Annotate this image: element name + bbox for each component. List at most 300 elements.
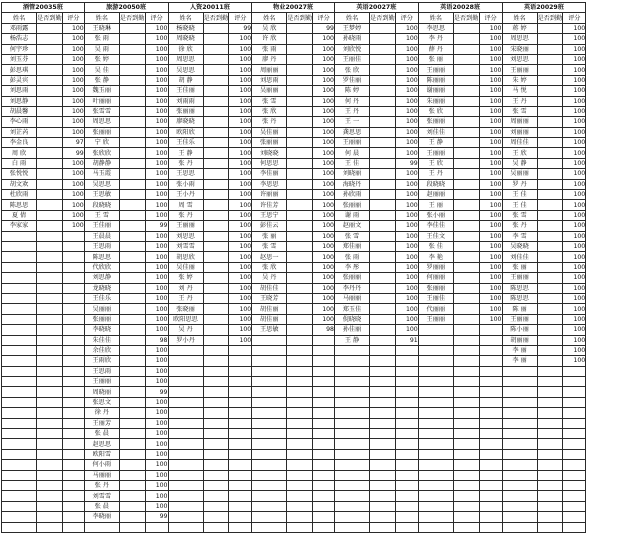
student-name-cell[interactable]: 何 晨 bbox=[335, 148, 370, 158]
attendance-cell[interactable] bbox=[453, 522, 479, 532]
attendance-cell[interactable] bbox=[537, 283, 563, 293]
attendance-cell[interactable] bbox=[537, 439, 563, 449]
attendance-cell[interactable] bbox=[287, 491, 313, 501]
score-cell[interactable] bbox=[62, 366, 84, 376]
student-name-cell[interactable]: 宋晓丽 bbox=[502, 44, 537, 54]
attendance-cell[interactable] bbox=[537, 231, 563, 241]
score-cell[interactable]: 100 bbox=[145, 148, 168, 158]
attendance-cell[interactable] bbox=[287, 190, 313, 200]
student-name-cell[interactable]: 许佳芳 bbox=[252, 200, 287, 210]
attendance-cell[interactable] bbox=[537, 65, 563, 75]
student-name-cell[interactable]: 许 欣 bbox=[252, 34, 287, 44]
attendance-cell[interactable] bbox=[203, 23, 229, 33]
student-name-cell[interactable]: 王丽丽 bbox=[418, 314, 453, 324]
student-name-cell[interactable]: 李 彤 bbox=[335, 262, 370, 272]
score-cell[interactable]: 100 bbox=[395, 169, 418, 179]
header-name[interactable]: 姓名 bbox=[84, 13, 119, 23]
attendance-cell[interactable] bbox=[287, 345, 313, 355]
student-name-cell[interactable]: 马玉霞 bbox=[84, 169, 119, 179]
student-name-cell[interactable]: 张丽丽 bbox=[84, 127, 119, 137]
score-cell[interactable]: 99 bbox=[313, 23, 335, 33]
score-cell[interactable]: 100 bbox=[229, 127, 252, 137]
student-name-cell[interactable]: 罗佳丽 bbox=[335, 75, 370, 85]
student-name-cell[interactable] bbox=[335, 408, 370, 418]
class-title[interactable]: 酒管20035班 bbox=[2, 3, 85, 13]
attendance-cell[interactable] bbox=[119, 356, 145, 366]
attendance-cell[interactable] bbox=[203, 335, 229, 345]
attendance-cell[interactable] bbox=[203, 304, 229, 314]
score-cell[interactable]: 100 bbox=[145, 54, 168, 64]
attendance-cell[interactable] bbox=[370, 75, 396, 85]
student-name-cell[interactable]: 张 雪 bbox=[502, 210, 537, 220]
attendance-cell[interactable] bbox=[37, 34, 63, 44]
attendance-cell[interactable] bbox=[453, 512, 479, 522]
student-name-cell[interactable]: 余佳欣 bbox=[84, 345, 119, 355]
attendance-cell[interactable] bbox=[537, 512, 563, 522]
attendance-cell[interactable] bbox=[287, 106, 313, 116]
student-name-cell[interactable]: 张 雪 bbox=[335, 231, 370, 241]
attendance-cell[interactable] bbox=[537, 241, 563, 251]
student-name-cell[interactable]: 陈思思 bbox=[502, 283, 537, 293]
score-cell[interactable]: 100 bbox=[479, 127, 502, 137]
score-cell[interactable] bbox=[395, 460, 418, 470]
score-cell[interactable]: 100 bbox=[145, 480, 168, 490]
attendance-cell[interactable] bbox=[287, 210, 313, 220]
attendance-cell[interactable] bbox=[119, 252, 145, 262]
attendance-cell[interactable] bbox=[453, 106, 479, 116]
score-cell[interactable] bbox=[62, 325, 84, 335]
student-name-cell[interactable]: 罗小丹 bbox=[168, 335, 203, 345]
student-name-cell[interactable] bbox=[84, 522, 119, 532]
student-name-cell[interactable]: 吴佳丽 bbox=[252, 127, 287, 137]
attendance-cell[interactable] bbox=[203, 366, 229, 376]
student-name-cell[interactable]: 张 丹 bbox=[168, 158, 203, 168]
attendance-cell[interactable] bbox=[537, 138, 563, 148]
score-cell[interactable] bbox=[395, 387, 418, 397]
student-name-cell[interactable] bbox=[168, 449, 203, 459]
score-cell[interactable] bbox=[229, 522, 252, 532]
score-cell[interactable] bbox=[563, 449, 586, 459]
attendance-cell[interactable] bbox=[119, 34, 145, 44]
score-cell[interactable]: 100 bbox=[229, 106, 252, 116]
score-cell[interactable]: 100 bbox=[479, 138, 502, 148]
attendance-cell[interactable] bbox=[37, 252, 63, 262]
score-cell[interactable]: 100 bbox=[145, 210, 168, 220]
student-name-cell[interactable] bbox=[2, 470, 37, 480]
student-name-cell[interactable]: 张 静 bbox=[84, 75, 119, 85]
student-name-cell[interactable]: 宁 欣 bbox=[84, 138, 119, 148]
student-name-cell[interactable]: 周丽丽 bbox=[502, 117, 537, 127]
attendance-cell[interactable] bbox=[370, 356, 396, 366]
attendance-cell[interactable] bbox=[119, 106, 145, 116]
attendance-cell[interactable] bbox=[287, 480, 313, 490]
attendance-cell[interactable] bbox=[203, 325, 229, 335]
attendance-cell[interactable] bbox=[453, 54, 479, 64]
attendance-cell[interactable] bbox=[453, 377, 479, 387]
score-cell[interactable] bbox=[62, 293, 84, 303]
score-cell[interactable]: 100 bbox=[479, 200, 502, 210]
score-cell[interactable] bbox=[395, 491, 418, 501]
score-cell[interactable]: 100 bbox=[479, 65, 502, 75]
attendance-cell[interactable] bbox=[537, 158, 563, 168]
attendance-cell[interactable] bbox=[119, 377, 145, 387]
score-cell[interactable] bbox=[62, 252, 84, 262]
attendance-cell[interactable] bbox=[370, 501, 396, 511]
student-name-cell[interactable]: 李 丽 bbox=[502, 345, 537, 355]
attendance-cell[interactable] bbox=[453, 429, 479, 439]
score-cell[interactable] bbox=[313, 470, 335, 480]
student-name-cell[interactable]: 王丽芳 bbox=[84, 418, 119, 428]
score-cell[interactable]: 100 bbox=[563, 86, 586, 96]
score-cell[interactable] bbox=[313, 522, 335, 532]
student-name-cell[interactable]: 吴 欣 bbox=[252, 23, 287, 33]
student-name-cell[interactable]: 王 静 bbox=[418, 138, 453, 148]
attendance-cell[interactable] bbox=[453, 190, 479, 200]
attendance-cell[interactable] bbox=[203, 449, 229, 459]
score-cell[interactable]: 100 bbox=[563, 179, 586, 189]
score-cell[interactable] bbox=[313, 397, 335, 407]
score-cell[interactable]: 100 bbox=[145, 34, 168, 44]
score-cell[interactable] bbox=[62, 335, 84, 345]
attendance-cell[interactable] bbox=[37, 127, 63, 137]
attendance-cell[interactable] bbox=[119, 148, 145, 158]
score-cell[interactable] bbox=[313, 449, 335, 459]
score-cell[interactable]: 100 bbox=[229, 117, 252, 127]
attendance-cell[interactable] bbox=[370, 429, 396, 439]
score-cell[interactable] bbox=[395, 439, 418, 449]
student-name-cell[interactable]: 张小丽 bbox=[418, 210, 453, 220]
attendance-cell[interactable] bbox=[203, 169, 229, 179]
attendance-cell[interactable] bbox=[287, 54, 313, 64]
student-name-cell[interactable]: 刘丽丽 bbox=[502, 127, 537, 137]
student-name-cell[interactable]: 罗丽丽 bbox=[418, 262, 453, 272]
score-cell[interactable] bbox=[62, 439, 84, 449]
score-cell[interactable] bbox=[395, 397, 418, 407]
attendance-cell[interactable] bbox=[37, 460, 63, 470]
attendance-cell[interactable] bbox=[370, 366, 396, 376]
student-name-cell[interactable] bbox=[168, 397, 203, 407]
attendance-cell[interactable] bbox=[119, 210, 145, 220]
attendance-cell[interactable] bbox=[203, 44, 229, 54]
attendance-cell[interactable] bbox=[537, 501, 563, 511]
score-cell[interactable]: 100 bbox=[313, 138, 335, 148]
score-cell[interactable]: 99 bbox=[62, 148, 84, 158]
student-name-cell[interactable] bbox=[168, 356, 203, 366]
score-cell[interactable]: 100 bbox=[563, 335, 586, 345]
score-cell[interactable]: 100 bbox=[229, 75, 252, 85]
score-cell[interactable]: 100 bbox=[563, 210, 586, 220]
attendance-cell[interactable] bbox=[119, 273, 145, 283]
attendance-cell[interactable] bbox=[203, 356, 229, 366]
attendance-cell[interactable] bbox=[119, 470, 145, 480]
attendance-cell[interactable] bbox=[37, 273, 63, 283]
attendance-cell[interactable] bbox=[287, 449, 313, 459]
student-name-cell[interactable] bbox=[418, 512, 453, 522]
student-name-cell[interactable] bbox=[252, 491, 287, 501]
attendance-cell[interactable] bbox=[203, 148, 229, 158]
student-name-cell[interactable]: 王佳乐 bbox=[84, 293, 119, 303]
attendance-cell[interactable] bbox=[37, 418, 63, 428]
attendance-cell[interactable] bbox=[37, 54, 63, 64]
student-name-cell[interactable] bbox=[502, 439, 537, 449]
student-name-cell[interactable] bbox=[502, 418, 537, 428]
score-cell[interactable]: 100 bbox=[313, 65, 335, 75]
attendance-cell[interactable] bbox=[119, 512, 145, 522]
student-name-cell[interactable]: 胡文欢 bbox=[2, 179, 37, 189]
score-cell[interactable] bbox=[479, 501, 502, 511]
student-name-cell[interactable]: 王 佳 bbox=[502, 190, 537, 200]
attendance-cell[interactable] bbox=[287, 377, 313, 387]
attendance-cell[interactable] bbox=[370, 335, 396, 345]
attendance-cell[interactable] bbox=[37, 314, 63, 324]
student-name-cell[interactable]: 刘芷芮 bbox=[2, 127, 37, 137]
score-cell[interactable]: 100 bbox=[563, 356, 586, 366]
student-name-cell[interactable]: 王佳丽 bbox=[168, 86, 203, 96]
score-cell[interactable]: 100 bbox=[229, 221, 252, 231]
attendance-cell[interactable] bbox=[537, 418, 563, 428]
student-name-cell[interactable]: 张 雨 bbox=[335, 252, 370, 262]
attendance-cell[interactable] bbox=[287, 273, 313, 283]
attendance-cell[interactable] bbox=[537, 304, 563, 314]
attendance-cell[interactable] bbox=[287, 44, 313, 54]
student-name-cell[interactable] bbox=[335, 522, 370, 532]
attendance-cell[interactable] bbox=[537, 470, 563, 480]
score-cell[interactable]: 100 bbox=[145, 283, 168, 293]
score-cell[interactable]: 100 bbox=[313, 117, 335, 127]
student-name-cell[interactable]: 张 晨 bbox=[84, 501, 119, 511]
attendance-cell[interactable] bbox=[203, 439, 229, 449]
score-cell[interactable]: 100 bbox=[229, 210, 252, 220]
score-cell[interactable] bbox=[62, 377, 84, 387]
score-cell[interactable]: 100 bbox=[229, 241, 252, 251]
score-cell[interactable]: 100 bbox=[313, 252, 335, 262]
attendance-cell[interactable] bbox=[37, 262, 63, 272]
student-name-cell[interactable] bbox=[168, 491, 203, 501]
student-name-cell[interactable]: 张 雨 bbox=[252, 44, 287, 54]
student-name-cell[interactable] bbox=[168, 387, 203, 397]
score-cell[interactable] bbox=[62, 356, 84, 366]
student-name-cell[interactable]: 许丽丽 bbox=[252, 190, 287, 200]
attendance-cell[interactable] bbox=[370, 387, 396, 397]
attendance-cell[interactable] bbox=[370, 44, 396, 54]
score-cell[interactable]: 99 bbox=[145, 387, 168, 397]
attendance-cell[interactable] bbox=[119, 23, 145, 33]
attendance-cell[interactable] bbox=[119, 335, 145, 345]
attendance-cell[interactable] bbox=[370, 158, 396, 168]
student-name-cell[interactable] bbox=[168, 512, 203, 522]
attendance-cell[interactable] bbox=[287, 408, 313, 418]
student-name-cell[interactable] bbox=[502, 408, 537, 418]
attendance-cell[interactable] bbox=[203, 470, 229, 480]
student-name-cell[interactable]: 欧阳欣 bbox=[168, 127, 203, 137]
student-name-cell[interactable]: 王丽丽 bbox=[335, 138, 370, 148]
attendance-cell[interactable] bbox=[203, 429, 229, 439]
score-cell[interactable]: 100 bbox=[479, 273, 502, 283]
class-title[interactable]: 英语20027班 bbox=[335, 3, 419, 13]
student-name-cell[interactable] bbox=[2, 491, 37, 501]
score-cell[interactable]: 100 bbox=[395, 34, 418, 44]
score-cell[interactable] bbox=[479, 439, 502, 449]
score-cell[interactable]: 100 bbox=[313, 86, 335, 96]
student-name-cell[interactable]: 张 欣 bbox=[252, 262, 287, 272]
student-name-cell[interactable]: 胡丽丽 bbox=[502, 335, 537, 345]
student-name-cell[interactable] bbox=[418, 429, 453, 439]
student-name-cell[interactable]: 王思雨 bbox=[84, 366, 119, 376]
student-name-cell[interactable]: 张 晨 bbox=[84, 429, 119, 439]
score-cell[interactable] bbox=[229, 480, 252, 490]
student-name-cell[interactable]: 海晓丹 bbox=[335, 179, 370, 189]
score-cell[interactable] bbox=[313, 387, 335, 397]
score-cell[interactable] bbox=[563, 460, 586, 470]
student-name-cell[interactable] bbox=[2, 480, 37, 490]
student-name-cell[interactable]: 胡佳丽 bbox=[252, 304, 287, 314]
attendance-cell[interactable] bbox=[537, 86, 563, 96]
student-name-cell[interactable]: 吴 雨 bbox=[84, 44, 119, 54]
student-name-cell[interactable] bbox=[502, 470, 537, 480]
attendance-cell[interactable] bbox=[287, 335, 313, 345]
attendance-cell[interactable] bbox=[287, 397, 313, 407]
student-name-cell[interactable]: 彭灵宾 bbox=[2, 75, 37, 85]
score-cell[interactable]: 100 bbox=[229, 86, 252, 96]
student-name-cell[interactable]: 刘思雨 bbox=[2, 86, 37, 96]
score-cell[interactable]: 100 bbox=[395, 148, 418, 158]
student-name-cell[interactable] bbox=[335, 501, 370, 511]
attendance-cell[interactable] bbox=[37, 325, 63, 335]
score-cell[interactable]: 100 bbox=[313, 127, 335, 137]
student-name-cell[interactable]: 彭佳云 bbox=[252, 221, 287, 231]
attendance-cell[interactable] bbox=[287, 304, 313, 314]
attendance-cell[interactable] bbox=[37, 148, 63, 158]
score-cell[interactable] bbox=[479, 345, 502, 355]
student-name-cell[interactable] bbox=[168, 418, 203, 428]
attendance-cell[interactable] bbox=[453, 241, 479, 251]
student-name-cell[interactable]: 李晓丽 bbox=[84, 512, 119, 522]
score-cell[interactable] bbox=[62, 304, 84, 314]
score-cell[interactable]: 100 bbox=[479, 241, 502, 251]
score-cell[interactable] bbox=[479, 460, 502, 470]
student-name-cell[interactable] bbox=[2, 314, 37, 324]
attendance-cell[interactable] bbox=[370, 117, 396, 127]
student-name-cell[interactable]: 王 静 bbox=[168, 148, 203, 158]
student-name-cell[interactable]: 李思思 bbox=[252, 179, 287, 189]
score-cell[interactable]: 100 bbox=[395, 325, 418, 335]
student-name-cell[interactable]: 李丹丹 bbox=[335, 283, 370, 293]
student-name-cell[interactable]: 张丽丽 bbox=[168, 106, 203, 116]
score-cell[interactable]: 100 bbox=[395, 210, 418, 220]
attendance-cell[interactable] bbox=[119, 75, 145, 85]
student-name-cell[interactable] bbox=[252, 501, 287, 511]
attendance-cell[interactable] bbox=[203, 293, 229, 303]
attendance-cell[interactable] bbox=[453, 460, 479, 470]
attendance-cell[interactable] bbox=[119, 86, 145, 96]
score-cell[interactable] bbox=[313, 501, 335, 511]
attendance-cell[interactable] bbox=[453, 179, 479, 189]
attendance-cell[interactable] bbox=[287, 96, 313, 106]
score-cell[interactable]: 100 bbox=[229, 54, 252, 64]
score-cell[interactable]: 100 bbox=[395, 96, 418, 106]
student-name-cell[interactable]: 张丽丽 bbox=[252, 138, 287, 148]
student-name-cell[interactable]: 王丽丽 bbox=[502, 273, 537, 283]
student-name-cell[interactable]: 陈思思 bbox=[84, 252, 119, 262]
student-name-cell[interactable]: 赵思一 bbox=[252, 252, 287, 262]
student-name-cell[interactable]: 张丽丽 bbox=[418, 117, 453, 127]
score-cell[interactable]: 100 bbox=[479, 283, 502, 293]
attendance-cell[interactable] bbox=[453, 44, 479, 54]
score-cell[interactable]: 100 bbox=[313, 314, 335, 324]
attendance-cell[interactable] bbox=[453, 491, 479, 501]
student-name-cell[interactable] bbox=[418, 449, 453, 459]
score-cell[interactable] bbox=[145, 522, 168, 532]
score-cell[interactable] bbox=[313, 429, 335, 439]
student-name-cell[interactable]: 杨晓晓 bbox=[168, 23, 203, 33]
score-cell[interactable]: 100 bbox=[229, 34, 252, 44]
student-name-cell[interactable]: 王思敏 bbox=[252, 325, 287, 335]
student-name-cell[interactable]: 刘 丹 bbox=[168, 283, 203, 293]
score-cell[interactable] bbox=[313, 480, 335, 490]
attendance-cell[interactable] bbox=[537, 127, 563, 137]
attendance-cell[interactable] bbox=[537, 397, 563, 407]
score-cell[interactable] bbox=[62, 314, 84, 324]
score-cell[interactable]: 100 bbox=[479, 54, 502, 64]
score-cell[interactable] bbox=[229, 356, 252, 366]
student-name-cell[interactable]: 王 丹 bbox=[168, 293, 203, 303]
student-name-cell[interactable] bbox=[418, 460, 453, 470]
student-name-cell[interactable] bbox=[335, 470, 370, 480]
attendance-cell[interactable] bbox=[453, 23, 479, 33]
score-cell[interactable]: 100 bbox=[145, 397, 168, 407]
attendance-cell[interactable] bbox=[537, 96, 563, 106]
attendance-cell[interactable] bbox=[453, 252, 479, 262]
score-cell[interactable]: 97 bbox=[62, 138, 84, 148]
score-cell[interactable] bbox=[229, 439, 252, 449]
attendance-cell[interactable] bbox=[453, 221, 479, 231]
score-cell[interactable]: 100 bbox=[479, 117, 502, 127]
student-name-cell[interactable]: 彭思琪 bbox=[2, 65, 37, 75]
student-name-cell[interactable] bbox=[2, 439, 37, 449]
score-cell[interactable] bbox=[62, 387, 84, 397]
attendance-cell[interactable] bbox=[203, 512, 229, 522]
attendance-cell[interactable] bbox=[370, 200, 396, 210]
score-cell[interactable] bbox=[395, 512, 418, 522]
score-cell[interactable]: 100 bbox=[229, 44, 252, 54]
attendance-cell[interactable] bbox=[203, 491, 229, 501]
score-cell[interactable]: 100 bbox=[479, 314, 502, 324]
score-cell[interactable] bbox=[313, 345, 335, 355]
attendance-cell[interactable] bbox=[119, 522, 145, 532]
student-name-cell[interactable]: 陈小丽 bbox=[502, 325, 537, 335]
score-cell[interactable]: 100 bbox=[62, 44, 84, 54]
score-cell[interactable]: 100 bbox=[145, 106, 168, 116]
score-cell[interactable] bbox=[563, 377, 586, 387]
attendance-cell[interactable] bbox=[287, 158, 313, 168]
student-name-cell[interactable]: 刘欣悦 bbox=[335, 44, 370, 54]
score-cell[interactable] bbox=[563, 366, 586, 376]
score-cell[interactable]: 100 bbox=[563, 325, 586, 335]
attendance-cell[interactable] bbox=[370, 65, 396, 75]
attendance-cell[interactable] bbox=[370, 345, 396, 355]
score-cell[interactable]: 100 bbox=[563, 200, 586, 210]
attendance-cell[interactable] bbox=[119, 345, 145, 355]
student-name-cell[interactable] bbox=[252, 470, 287, 480]
score-cell[interactable]: 100 bbox=[62, 34, 84, 44]
score-cell[interactable]: 100 bbox=[479, 169, 502, 179]
score-cell[interactable]: 100 bbox=[395, 293, 418, 303]
student-name-cell[interactable] bbox=[418, 491, 453, 501]
student-name-cell[interactable]: 李家家 bbox=[2, 221, 37, 231]
score-cell[interactable]: 100 bbox=[145, 231, 168, 241]
attendance-cell[interactable] bbox=[537, 408, 563, 418]
attendance-cell[interactable] bbox=[119, 158, 145, 168]
